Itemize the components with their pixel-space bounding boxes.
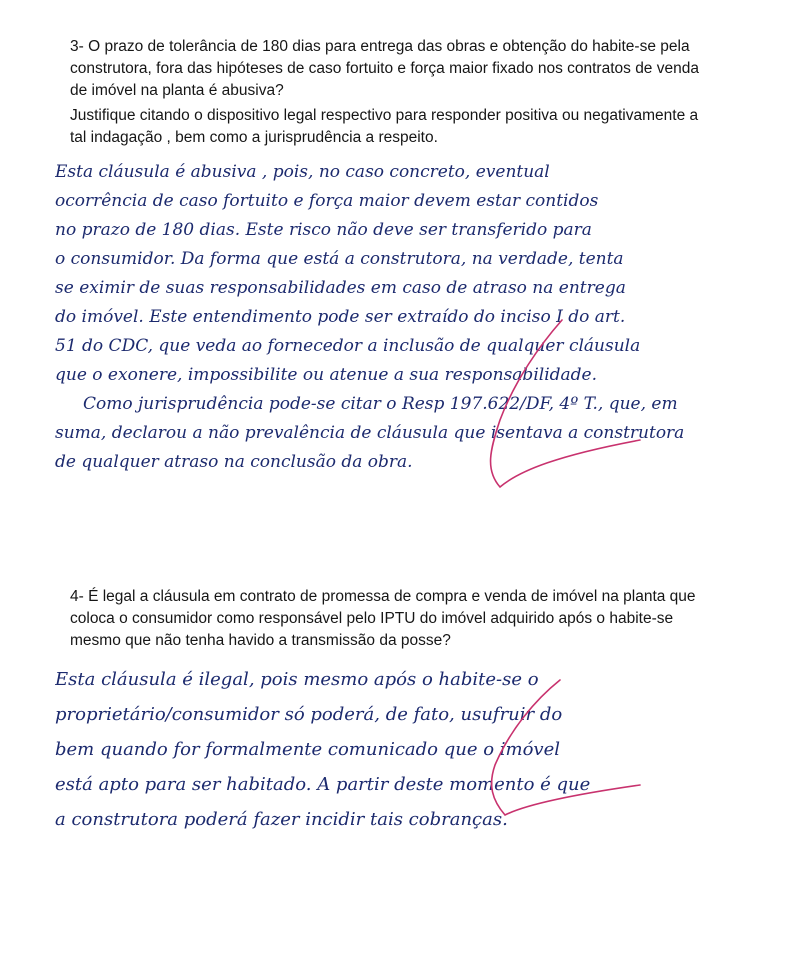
answer-line: ocorrência de caso fortuito e força maior devem estar contidos <box>55 191 599 211</box>
answer-line: a construtora poderá fazer incidir tais cobranças. <box>55 809 508 830</box>
answer-line: Esta cláusula é ilegal, pois mesmo após o habite-se o <box>55 669 539 690</box>
question-3-instruction: Justifique citando o dispositivo legal respectivo para responder positiva ou negativamente a tal indagação , bem como a jurisprudência a respeito. <box>70 107 699 146</box>
question-4-prompt: 4- É legal a cláusula em contrato de promessa de compra e venda de imóvel na planta que coloca o consumidor como responsável pelo IPTU do imóvel adquirido após o habite-se mesmo que não tenha havido a transmissão da posse? <box>70 588 696 649</box>
question-4-handwritten-answer <box>55 662 755 837</box>
answer-line: Esta cláusula é abusiva , pois, no caso concreto, eventual <box>55 162 550 182</box>
answer-line: está apto para ser habitado. A partir deste momento é que <box>55 774 591 795</box>
answer-line: que o exonere, impossibilite ou atenue a sua responsabilidade. <box>55 365 597 385</box>
answer-line: bem quando for formalmente comunicado que o imóvel <box>55 739 561 760</box>
answer-line: suma, declarou a não prevalência de cláusula que isentava a construtora <box>55 423 685 443</box>
question-3-handwritten-answer <box>55 158 755 477</box>
answer-line: no prazo de 180 dias. Este risco não deve ser transferido para <box>55 220 592 240</box>
question-3-prompt: 3- O prazo de tolerância de 180 dias para entrega das obras e obtenção do habite-se pela construtora, fora das hipóteses de caso fortuito e força maior fixado nos contratos de venda de imóvel na planta é abusiva? <box>70 38 699 99</box>
answer-line: de qualquer atraso na conclusão da obra. <box>55 452 413 472</box>
answer-line: proprietário/consumidor só poderá, de fato, usufruir do <box>55 704 563 725</box>
answer-line: se eximir de suas responsabilidades em caso de atraso na entrega <box>55 278 626 298</box>
answer-line: do imóvel. Este entendimento pode ser extraído do inciso I do art. <box>55 307 626 327</box>
answer-line: Como jurisprudência pode-se citar o Resp 197.622/DF, 4º T., que, em <box>83 394 678 414</box>
answer-line: 51 do CDC, que veda ao fornecedor a inclusão de qualquer cláusula <box>55 336 641 356</box>
answer-line: o consumidor. Da forma que está a construtora, na verdade, tenta <box>55 249 624 269</box>
